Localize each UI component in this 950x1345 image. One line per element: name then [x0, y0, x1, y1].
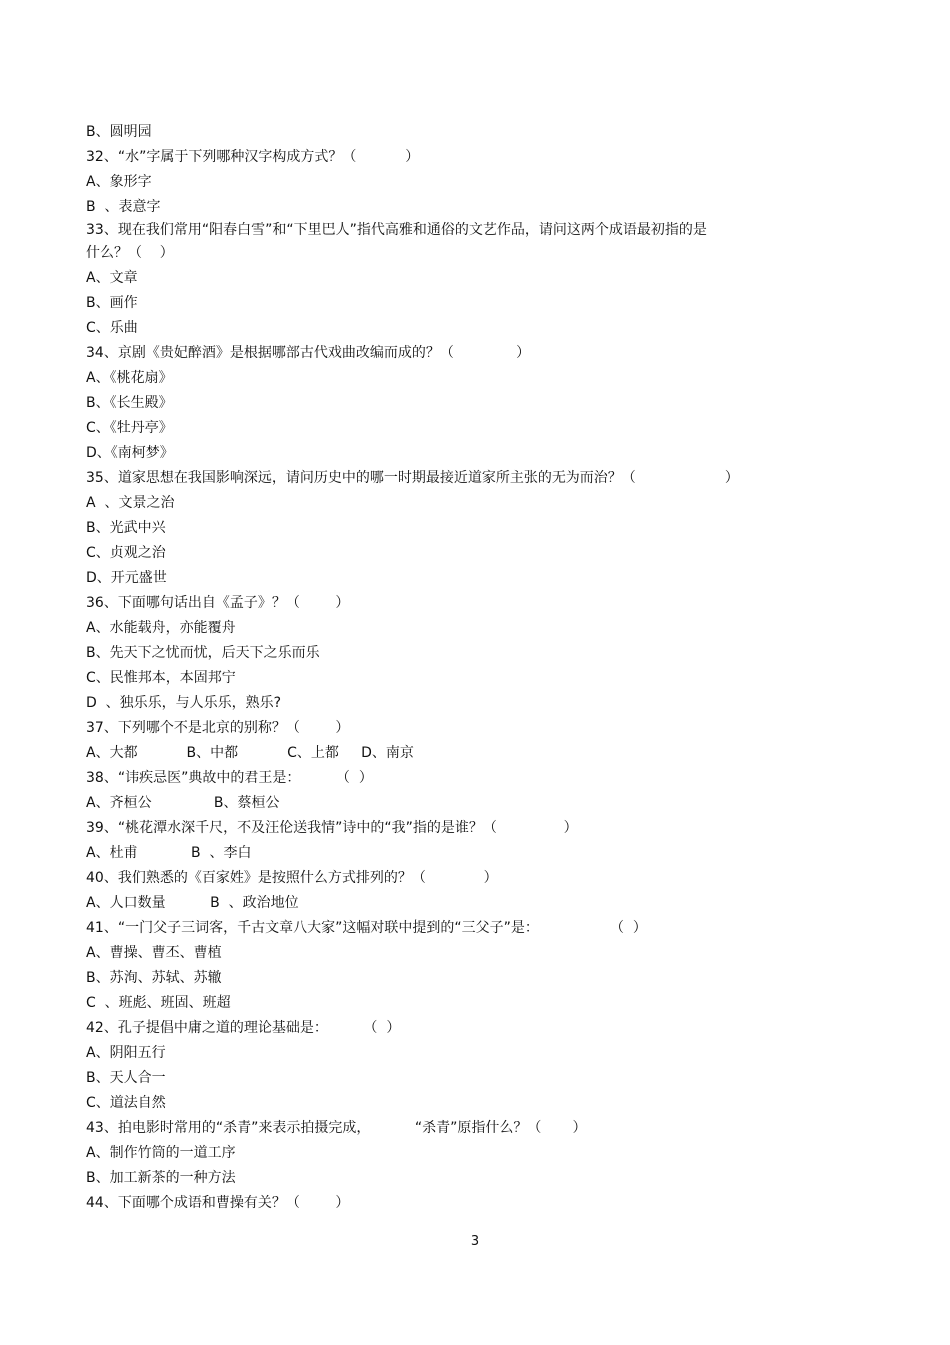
answer-option: A、水能载舟，亦能覆舟 — [86, 620, 236, 636]
answer-option: C、《牡丹亭》 — [86, 420, 173, 436]
answer-option: B 、表意字 — [86, 199, 161, 215]
answer-option: C、民惟邦本，本固邦宁 — [86, 670, 236, 686]
answer-option: A、杜甫 B 、李白 — [86, 845, 252, 861]
question-list — [86, 120, 806, 1216]
answer-option: B、加工新茶的一种方法 — [86, 1170, 236, 1186]
answer-option: A、制作竹筒的一道工序 — [86, 1145, 236, 1161]
answer-option: A、曹操、曹丕、曹植 — [86, 945, 222, 961]
question-text: 44、下面哪个成语和曹操有关？（ ） — [86, 1195, 350, 1211]
answer-option: A 、文景之治 — [86, 495, 175, 511]
question-text: 34、京剧《贵妃醉酒》是根据哪部古代戏曲改编而成的？（ ） — [86, 345, 531, 361]
answer-option: A、大都 B、中都 C、上都 D、南京 — [86, 745, 414, 761]
question-text: 39、“桃花潭水深千尺，不及汪伦送我情”诗中的“我”指的是谁？（ ） — [86, 820, 578, 836]
question-text: 43、拍电影时常用的“杀青”来表示拍摄完成， “杀青”原指什么？（ ） — [86, 1120, 587, 1136]
answer-option: C、道法自然 — [86, 1095, 166, 1111]
page-number: 3 — [470, 1234, 480, 1249]
answer-option: B、先天下之忧而忧，后天下之乐而乐 — [86, 645, 320, 661]
answer-option: C、乐曲 — [86, 320, 138, 336]
question-text: 什么？（ ） — [86, 245, 174, 261]
question-text: 38、“讳疾忌医”典故中的君王是： （ ） — [86, 770, 373, 786]
answer-option: D、《南柯梦》 — [86, 445, 174, 461]
answer-option: A、象形字 — [86, 174, 152, 190]
answer-option: B、圆明园 — [86, 124, 152, 140]
answer-option: A、齐桓公 B、蔡桓公 — [86, 795, 280, 811]
question-text: 35、道家思想在我国影响深远，请问历史中的哪一时期最接近道家所主张的无为而治？（ ） — [86, 470, 739, 486]
answer-option: B、苏洵、苏轼、苏辙 — [86, 970, 222, 986]
question-text: 36、下面哪句话出自《孟子》？（ ） — [86, 595, 350, 611]
answer-option: B、画作 — [86, 295, 138, 311]
answer-option: D、开元盛世 — [86, 570, 167, 586]
answer-option: D 、独乐乐，与人乐乐，熟乐? — [86, 695, 282, 711]
answer-option: B、光武中兴 — [86, 520, 166, 536]
question-text: 40、我们熟悉的《百家姓》是按照什么方式排列的？（ ） — [86, 870, 498, 886]
question-text: 33、现在我们常用“阳春白雪”和“下里巴人”指代高雅和通俗的文艺作品，请问这两个成语最初指的是 — [86, 222, 707, 238]
question-text: 32、“水”字属于下列哪种汉字构成方式？（ ） — [86, 149, 420, 165]
question-text: 42、孔子提倡中庸之道的理论基础是： （ ） — [86, 1020, 401, 1036]
question-text: 37、下列哪个不是北京的别称？（ ） — [86, 720, 350, 736]
answer-option: A、人口数量 B 、政治地位 — [86, 895, 299, 911]
question-text: 41、“一门父子三词客，千古文章八大家”这幅对联中提到的“三父子”是： （ ） — [86, 920, 647, 936]
answer-option: C 、班彪、班固、班超 — [86, 995, 231, 1011]
answer-option: B、《长生殿》 — [86, 395, 173, 411]
answer-option: B、天人合一 — [86, 1070, 166, 1086]
answer-option: A、文章 — [86, 270, 138, 286]
answer-option: A、阴阳五行 — [86, 1045, 166, 1061]
answer-option: C、贞观之治 — [86, 545, 166, 561]
answer-option: A、《桃花扇》 — [86, 370, 173, 386]
